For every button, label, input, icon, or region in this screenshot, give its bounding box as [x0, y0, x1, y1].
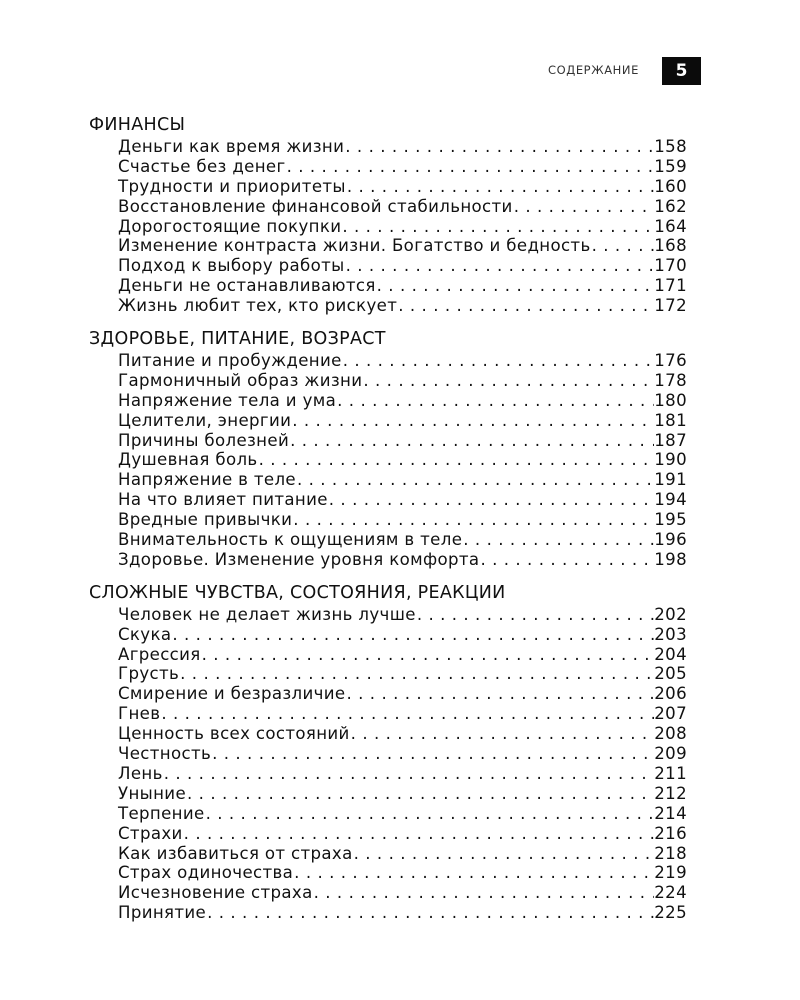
toc-entry[interactable]	[118, 605, 687, 625]
dot-leader	[179, 664, 654, 684]
toc-entry[interactable]	[118, 296, 687, 316]
section-entries	[89, 351, 687, 570]
entry-title: Внимательность к ощущениям в теле	[118, 530, 463, 550]
page-number-badge	[662, 57, 701, 85]
toc-entry[interactable]	[118, 784, 687, 804]
entry-title: Принятие	[118, 903, 207, 923]
entry-page: 187	[654, 430, 687, 450]
entry-page: 158	[654, 137, 687, 156]
entry-title: Как избавиться от страха	[118, 843, 353, 863]
dot-leader	[183, 824, 655, 844]
toc-entry[interactable]	[118, 510, 687, 530]
toc-entry[interactable]	[118, 744, 687, 764]
toc-entry[interactable]	[118, 177, 687, 197]
section-entries	[89, 605, 687, 923]
entry-title: Смирение и безразличие	[118, 684, 346, 704]
entry-title: Здоровье. Изменение уровня комфорта	[118, 549, 480, 569]
entry-title: Честность	[118, 744, 212, 764]
dot-leader	[591, 236, 655, 256]
entry-title: Терпение	[118, 803, 205, 823]
entry-title: Деньги не останавливаются	[118, 276, 376, 296]
entry-page: 171	[654, 276, 687, 296]
section-title: СЛОЖНЫЕ ЧУВСТВА, СОСТОЯНИЯ, РЕАКЦИИ	[89, 582, 506, 603]
toc-entry[interactable]	[118, 883, 687, 903]
toc-entry[interactable]	[118, 450, 687, 470]
toc-section-finances	[89, 113, 687, 316]
dot-leader	[292, 510, 654, 530]
dot-leader	[171, 625, 654, 645]
toc-entry[interactable]	[118, 197, 687, 217]
dot-leader	[376, 276, 655, 296]
entry-title: Напряжение тела и ума	[118, 390, 337, 410]
dot-leader	[206, 903, 654, 923]
toc-entry[interactable]	[118, 157, 687, 177]
dot-leader	[362, 371, 654, 391]
toc-entry[interactable]	[118, 276, 687, 296]
entry-title: Грусть	[118, 664, 180, 684]
dot-leader	[160, 704, 654, 724]
dot-leader	[479, 550, 654, 570]
toc-entry[interactable]	[118, 236, 687, 256]
entry-title: Уныние	[118, 783, 187, 803]
toc-entry[interactable]	[118, 391, 687, 411]
dot-leader	[163, 764, 655, 784]
entry-page: 202	[654, 604, 687, 624]
entry-page: 176	[654, 351, 687, 371]
entry-page: 214	[654, 803, 687, 823]
dot-leader	[341, 217, 654, 237]
entry-page: 212	[654, 783, 687, 803]
entry-page: 172	[654, 296, 687, 316]
entry-page: 224	[654, 883, 687, 903]
dot-leader	[286, 157, 655, 177]
entry-page: 205	[654, 664, 687, 684]
entry-title: На что влияет питание	[118, 490, 328, 510]
entry-title: Страх одиночества	[118, 863, 294, 883]
dot-leader	[258, 450, 655, 470]
entry-page: 191	[654, 470, 687, 490]
toc-entry[interactable]	[118, 217, 687, 237]
toc-entry[interactable]	[118, 704, 687, 724]
dot-leader	[350, 724, 655, 744]
toc-entry[interactable]	[118, 645, 687, 665]
dot-leader	[313, 883, 655, 903]
entry-title: Ценность всех состояний	[118, 724, 350, 744]
entry-title: Страхи	[118, 823, 183, 843]
dot-leader	[336, 391, 654, 411]
entry-title: Скука	[118, 624, 172, 644]
dot-leader	[186, 784, 654, 804]
entry-page: 203	[654, 624, 687, 644]
toc-entry[interactable]	[118, 625, 687, 645]
entry-title: Восстановление финансовой стабильности	[118, 196, 513, 216]
entry-title: Изменение контраста жизни. Богатство и бедность	[118, 236, 591, 256]
dot-leader	[416, 605, 654, 625]
entry-title: Человек не делает жизнь лучше	[118, 604, 416, 624]
dot-leader	[342, 351, 655, 371]
toc-entry[interactable]	[118, 411, 687, 431]
dot-leader	[344, 137, 654, 157]
entry-page: 218	[654, 843, 687, 863]
entry-title: Счастье без денег	[118, 156, 286, 176]
toc-entry[interactable]	[118, 550, 687, 570]
entry-title: Причины болезней	[118, 430, 290, 450]
entry-title: Жизнь любит тех, кто рискует	[118, 296, 398, 316]
entry-page: 216	[654, 823, 687, 843]
entry-page: 190	[654, 450, 687, 470]
entry-page: 208	[654, 724, 687, 744]
toc-entry[interactable]	[118, 256, 687, 276]
dot-leader	[205, 804, 655, 824]
toc-section-health	[89, 327, 687, 570]
entry-title: Вредные привычки	[118, 510, 293, 530]
header-label: СОДЕРЖАНИЕ	[547, 63, 639, 77]
dot-leader	[289, 431, 654, 451]
toc-entry[interactable]	[118, 664, 687, 684]
toc-entry[interactable]	[118, 764, 687, 784]
entry-page: 159	[654, 156, 687, 176]
section-title: ФИНАНСЫ	[89, 115, 186, 135]
toc-entry[interactable]	[118, 844, 687, 864]
entry-title: Питание и пробуждение	[118, 351, 342, 371]
dot-leader	[353, 844, 655, 864]
entry-page: 196	[654, 530, 687, 550]
dot-leader	[328, 490, 654, 510]
toc-entry[interactable]	[118, 431, 687, 451]
table-of-contents	[89, 113, 687, 934]
entry-title: Дорогостоящие покупки	[118, 216, 342, 236]
entry-page: 178	[654, 370, 687, 390]
entry-page: 211	[654, 763, 687, 783]
entry-page: 170	[654, 256, 687, 276]
entry-title: Гнев	[118, 704, 161, 724]
toc-entry[interactable]	[118, 804, 687, 824]
entry-title: Подход к выбору работы	[118, 256, 345, 276]
entry-page: 164	[654, 216, 687, 236]
entry-title: Гармоничный образ жизни	[118, 370, 363, 390]
entry-title: Лень	[118, 763, 163, 783]
entry-page: 225	[654, 903, 687, 923]
dot-leader	[293, 863, 654, 883]
entry-page: 162	[654, 196, 687, 216]
entry-page: 209	[654, 744, 687, 764]
entry-page: 181	[654, 410, 687, 430]
entry-page: 168	[654, 236, 687, 256]
toc-entry[interactable]	[118, 724, 687, 744]
running-header	[0, 57, 800, 85]
entry-title: Трудности и приоритеты	[118, 176, 346, 196]
entry-page: 194	[654, 490, 687, 510]
entry-title: Агрессия	[118, 644, 201, 664]
dot-leader	[345, 256, 655, 276]
section-entries	[89, 137, 687, 316]
entry-page: 180	[654, 390, 687, 410]
entry-page: 160	[654, 176, 687, 196]
toc-entry[interactable]	[118, 903, 687, 923]
entry-title: Напряжение в теле	[118, 470, 296, 490]
page-number: 5	[675, 61, 688, 81]
toc-entry[interactable]	[118, 137, 687, 157]
dot-leader	[296, 470, 654, 490]
toc-entry[interactable]	[118, 351, 687, 371]
dot-leader	[211, 744, 654, 764]
entry-page: 207	[654, 704, 687, 724]
dot-leader	[397, 296, 654, 316]
toc-entry[interactable]	[118, 470, 687, 490]
dot-leader	[462, 530, 654, 550]
entry-page: 198	[654, 549, 687, 569]
entry-title: Исчезновение страха	[118, 883, 313, 903]
toc-entry[interactable]	[118, 824, 687, 844]
entry-page: 206	[654, 684, 687, 704]
dot-leader	[346, 684, 655, 704]
entry-page: 204	[654, 644, 687, 664]
toc-entry[interactable]	[118, 684, 687, 704]
toc-entry[interactable]	[118, 371, 687, 391]
dot-leader	[346, 177, 654, 197]
dot-leader	[201, 645, 655, 665]
section-title: ЗДОРОВЬЕ, ПИТАНИЕ, ВОЗРАСТ	[89, 329, 386, 350]
toc-entry[interactable]	[118, 490, 687, 510]
entry-page: 219	[654, 863, 687, 883]
dot-leader	[291, 411, 654, 431]
entry-title: Душевная боль	[118, 450, 258, 470]
dot-leader	[513, 197, 655, 217]
toc-entry[interactable]	[118, 530, 687, 550]
entry-title: Деньги как время жизни	[118, 137, 345, 156]
entry-page: 195	[654, 510, 687, 530]
toc-entry[interactable]	[118, 863, 687, 883]
toc-section-feelings	[89, 581, 687, 923]
entry-title: Целители, энергии	[118, 410, 292, 430]
